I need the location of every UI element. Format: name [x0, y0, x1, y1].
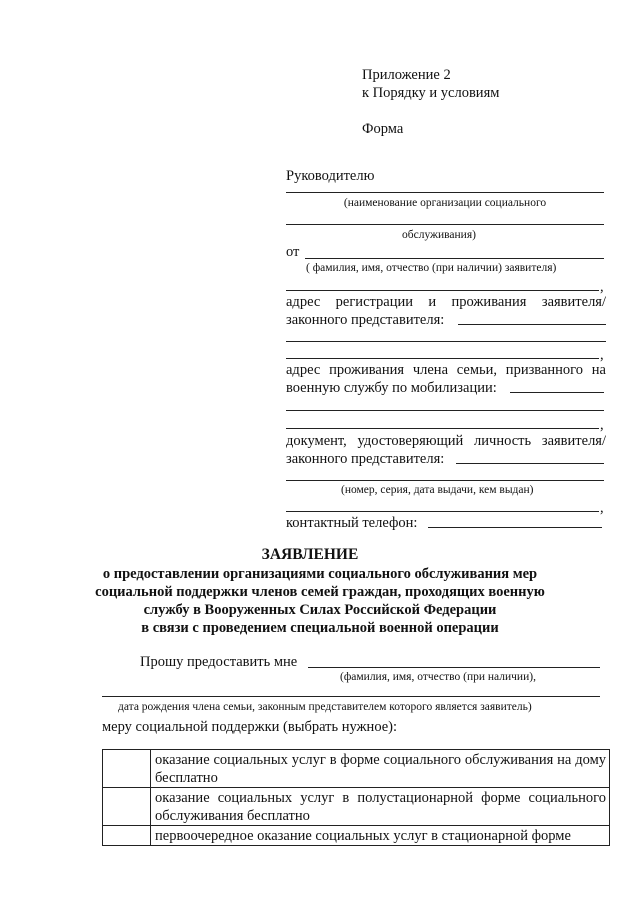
comma: , — [600, 347, 604, 363]
applicant-fio-hint: ( фамилия, имя, отчество (при наличии) заявителя) — [306, 262, 557, 274]
option-checkbox-cell[interactable] — [103, 826, 151, 846]
comma: , — [600, 500, 604, 516]
id-document-hint: (номер, серия, дата выдачи, кем выдан) — [341, 484, 534, 496]
statement-subtitle-1: о предоставлении организациями социального обслуживания мер — [102, 566, 538, 582]
option-checkbox-cell[interactable] — [103, 750, 151, 788]
comma: , — [600, 279, 604, 295]
from-label: от — [286, 244, 300, 260]
registration-address-line-1[interactable] — [458, 324, 606, 325]
member-address-line-3[interactable] — [286, 428, 599, 429]
member-address-label-2: военную службу по мобилизации: — [286, 380, 497, 396]
option-row[interactable] — [103, 788, 610, 826]
addressee-head: Руководителю — [286, 168, 375, 184]
id-document-line-1[interactable] — [456, 463, 604, 464]
appendix-reference: к Порядку и условиям — [362, 85, 500, 101]
beneficiary-fio-line[interactable] — [308, 667, 600, 668]
beneficiary-birth-line[interactable] — [102, 696, 600, 697]
beneficiary-fio-hint: (фамилия, имя, отчество (при наличии), — [340, 671, 536, 683]
registration-address-label: адрес регистрации и проживания заявителя/ — [286, 294, 606, 310]
member-address-line-1[interactable] — [510, 392, 604, 393]
option-row[interactable] — [103, 750, 610, 788]
member-address-label: адрес проживания члена семьи, призванного на — [286, 362, 606, 378]
option-row[interactable] — [103, 826, 610, 846]
option-text: оказание социальных услуг в форме социального обслуживания на дому бесплатно — [151, 750, 610, 788]
id-document-label: документ, удостоверяющий личность заявителя/ — [286, 433, 606, 449]
request-text: Прошу предоставить мне — [140, 654, 298, 670]
statement-title: ЗАЯВЛЕНИЕ — [261, 546, 359, 563]
measure-label: меру социальной поддержки (выбрать нужное): — [102, 719, 398, 735]
statement-subtitle-2: социальной поддержки членов семей граждан, проходящих военную — [95, 584, 545, 600]
option-checkbox-cell[interactable] — [103, 788, 151, 826]
comma: , — [600, 417, 604, 433]
id-document-line-2[interactable] — [286, 480, 604, 481]
registration-address-line-2[interactable] — [286, 341, 606, 342]
org-name-hint: (наименование организации социального — [343, 197, 547, 209]
phone-label: контактный телефон: — [286, 515, 418, 531]
org-name-hint-2: обслуживания) — [402, 229, 476, 241]
id-document-label-2: законного представителя: — [286, 451, 445, 467]
beneficiary-birth-hint: дата рождения члена семьи, законным представителем которого является заявитель) — [118, 701, 532, 713]
applicant-fio-line-2[interactable] — [286, 290, 599, 291]
phone-line[interactable] — [428, 527, 602, 528]
org-name-line-2[interactable] — [286, 224, 604, 225]
registration-address-line-3[interactable] — [286, 358, 599, 359]
member-address-line-2[interactable] — [286, 410, 604, 411]
appendix-number: Приложение 2 — [362, 67, 451, 83]
registration-address-label-2: законного представителя: — [286, 312, 445, 328]
option-text: оказание социальных услуг в полустационарной форме социального обслуживания бесплатно — [151, 788, 610, 826]
options-table — [102, 749, 610, 846]
form-label: Форма — [362, 121, 404, 137]
org-name-line-1[interactable] — [286, 192, 604, 193]
statement-subtitle-4: в связи с проведением специальной военной операции — [141, 620, 499, 636]
statement-subtitle-3: службу в Вооруженных Силах Российской Федерации — [143, 602, 497, 618]
option-text: первоочередное оказание социальных услуг в стационарной форме — [151, 826, 610, 846]
id-document-line-3[interactable] — [286, 511, 599, 512]
applicant-fio-line[interactable] — [305, 258, 604, 259]
